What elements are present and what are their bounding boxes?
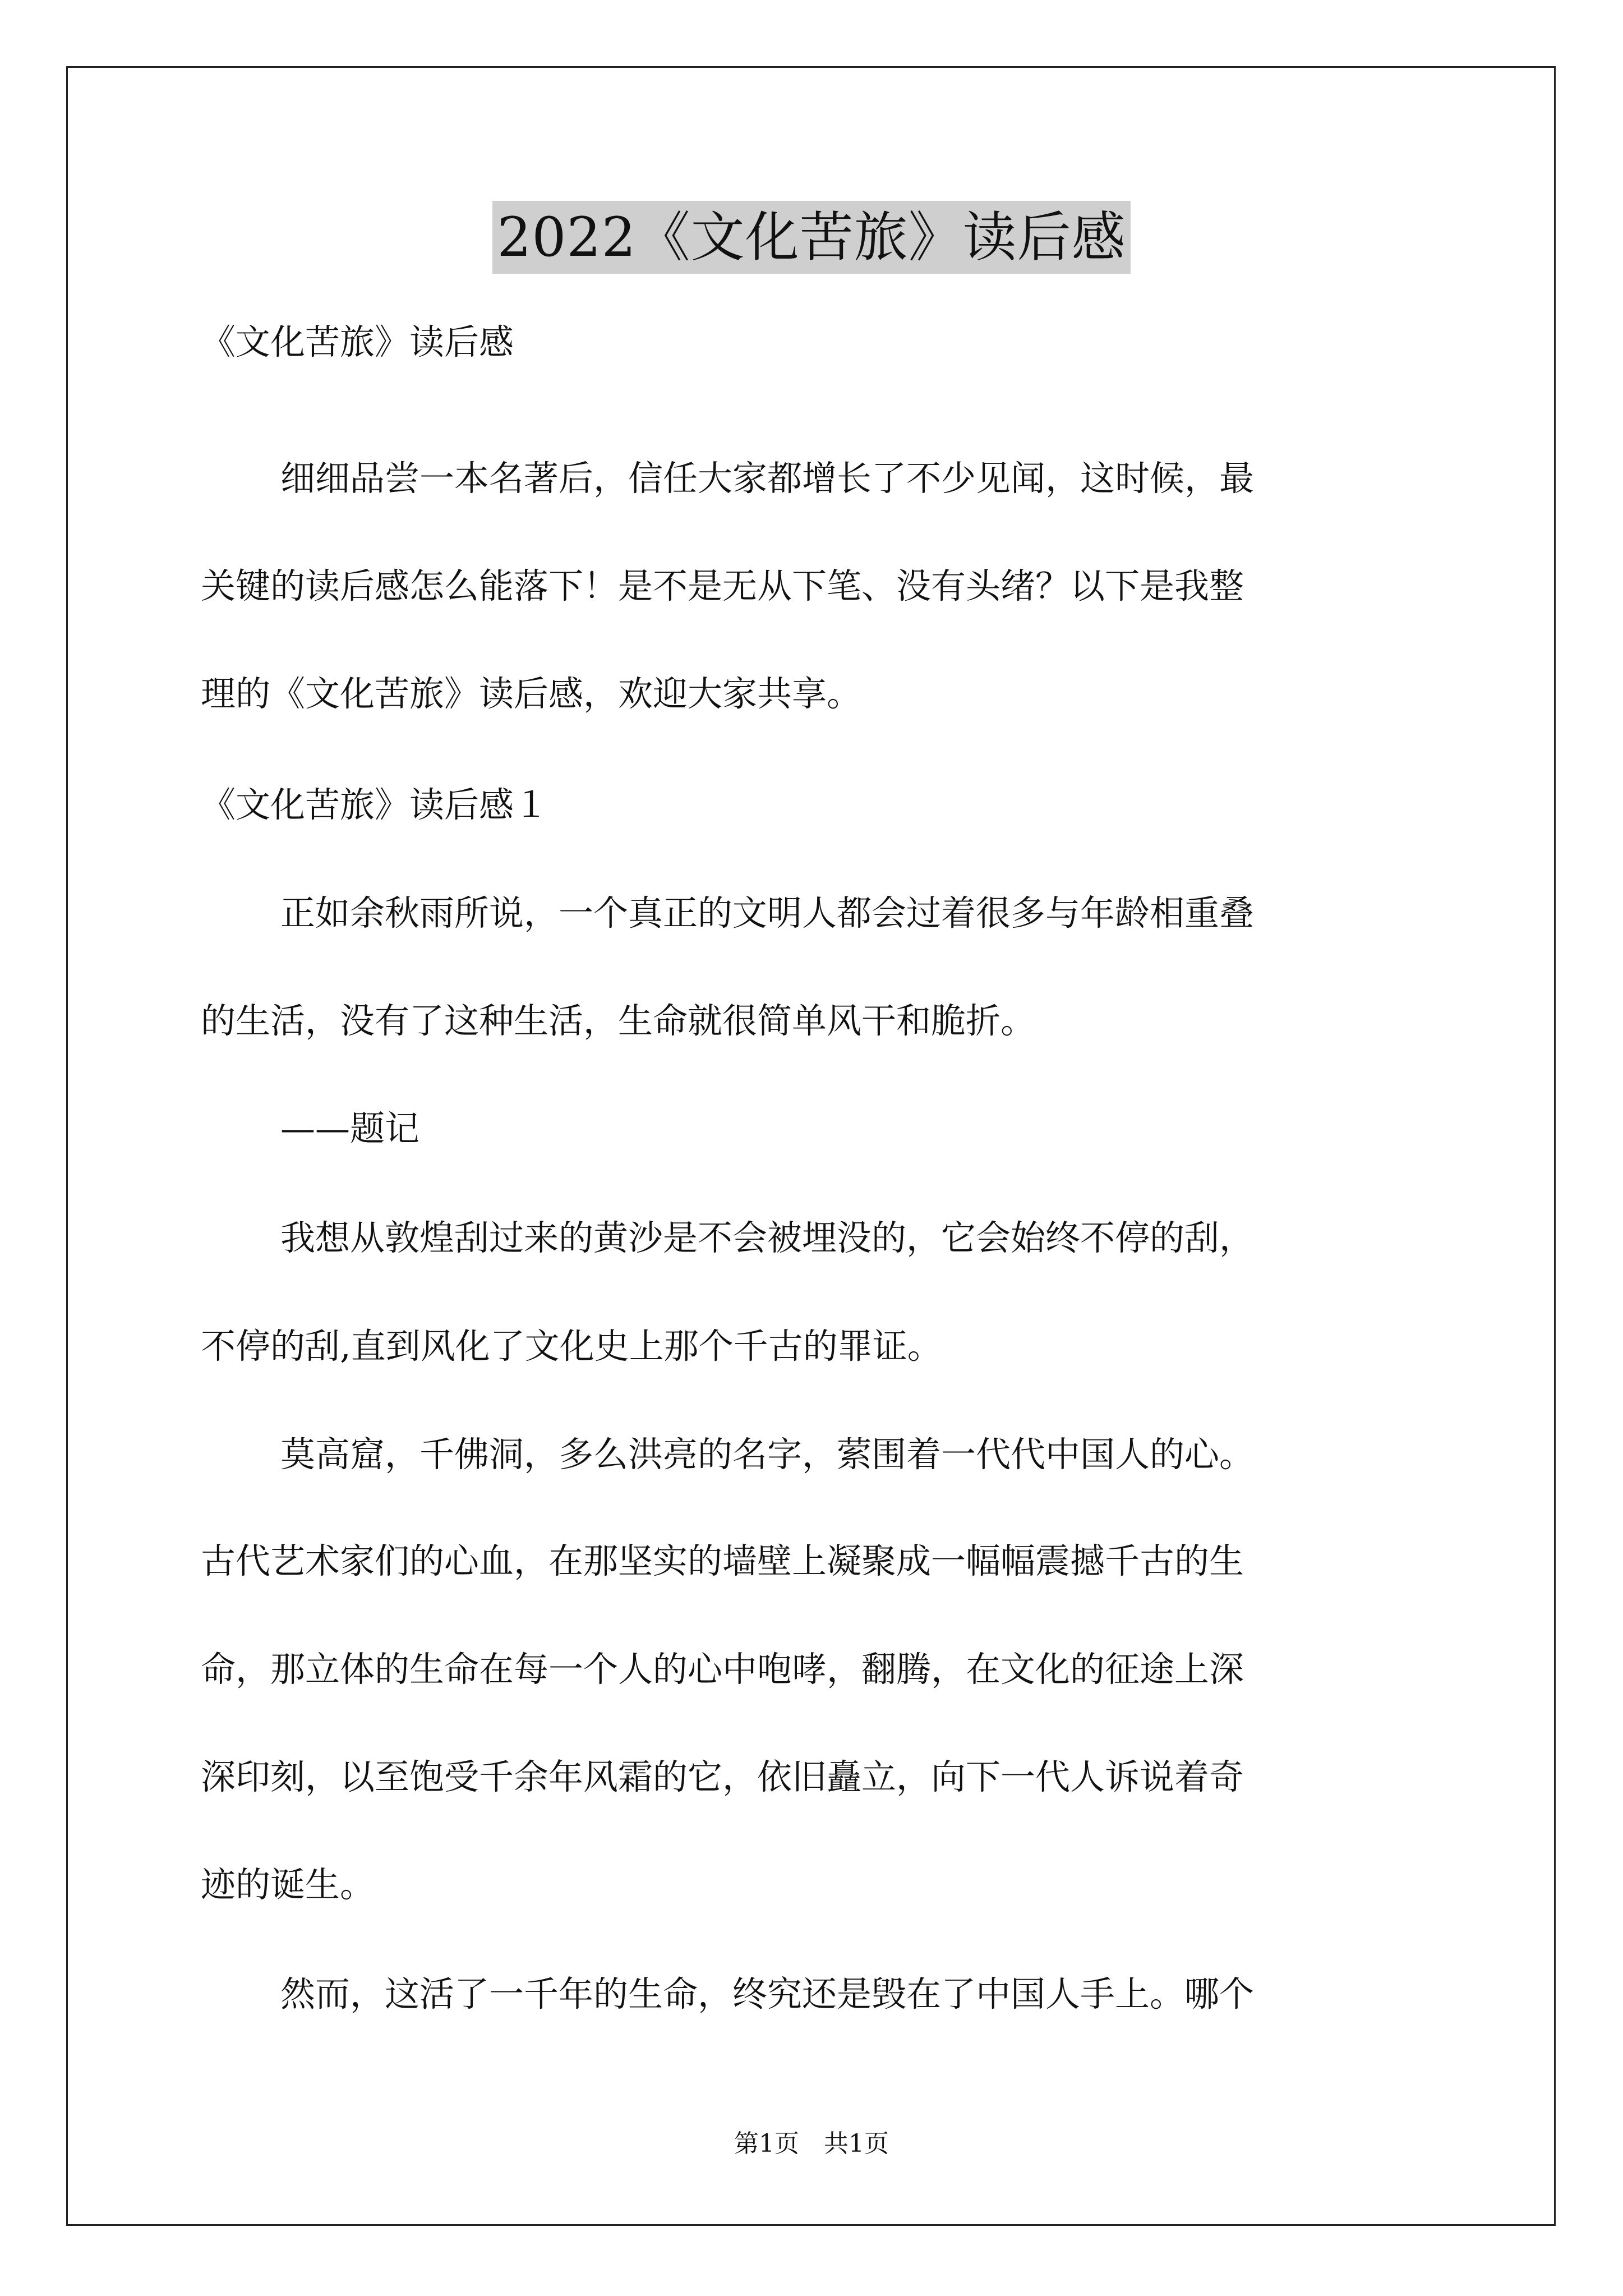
paragraph-line: 深印刻，以至饱受千余年风霜的它，依旧矗立，向下一代人诉说着奇 bbox=[201, 1756, 1244, 1797]
paragraph-line: 的生活，没有了这种生活，生命就很简单风干和脆折。 bbox=[201, 1000, 1036, 1041]
paragraph-line: 正如余秋雨所说，一个真正的文明人都会过着很多与年龄相重叠 bbox=[280, 892, 1255, 933]
paragraph-line: 然而，这活了一千年的生命，终究还是毁在了中国人手上。哪个 bbox=[280, 1973, 1255, 2014]
paragraph-line: 不停的刮,直到风化了文化史上那个千古的罪证。 bbox=[201, 1326, 942, 1366]
section-heading: 《文化苦旅》读后感１ bbox=[201, 784, 549, 825]
page-footer: 第1页 共1页 bbox=[734, 2129, 889, 2158]
paragraph-line: 关键的读后感怎么能落下！是不是无从下笔、没有头绪？以下是我整 bbox=[201, 565, 1244, 606]
document-title: 2022《文化苦旅》读后感 bbox=[492, 201, 1130, 274]
paragraph-line: 细细品尝一本名著后，信任大家都增长了不少见闻，这时候，最 bbox=[280, 458, 1255, 499]
title-container bbox=[0, 201, 1623, 274]
subtitle-line: 《文化苦旅》读后感 bbox=[201, 321, 514, 362]
paragraph-line: 我想从敦煌刮过来的黄沙是不会被埋没的，它会始终不停的刮， bbox=[280, 1217, 1255, 1258]
paragraph-line: 古代艺术家们的心血，在那坚实的墙壁上凝聚成一幅幅震撼千古的生 bbox=[201, 1540, 1244, 1581]
paragraph-line: 迹的诞生。 bbox=[201, 1864, 375, 1905]
paragraph-line: 莫高窟，千佛洞，多么洪亮的名字，萦围着一代代中国人的心。 bbox=[280, 1434, 1255, 1475]
paragraph-line: 理的《文化苦旅》读后感，欢迎大家共享。 bbox=[201, 673, 862, 714]
paragraph-line: 命，那立体的生命在每一个人的心中咆哮，翻腾，在文化的征途上深 bbox=[201, 1649, 1244, 1690]
epigraph-line: ——题记 bbox=[280, 1108, 420, 1149]
